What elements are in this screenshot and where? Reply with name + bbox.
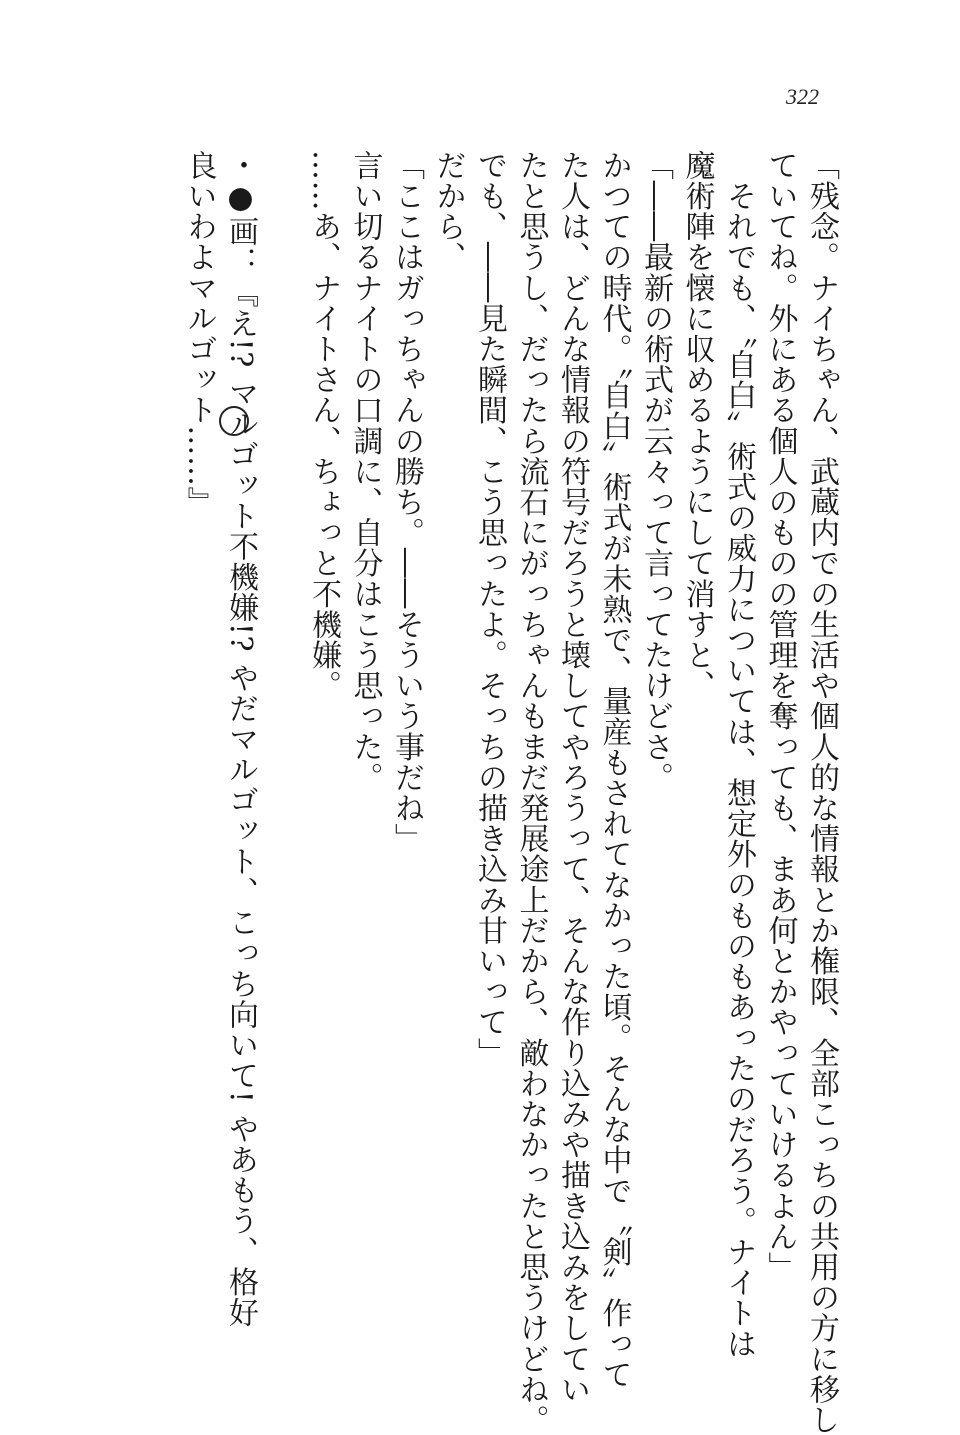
text-line: た人は、どんな情報の符号だろうと壊してやろうって、そんな作り込みや描き込みをしてい (555, 150, 590, 1405)
text-line: でも、――見た瞬間、こう思ったよ。そっちの描き込み甘いって」 (472, 150, 507, 1068)
text-line: だから、 (430, 150, 466, 273)
text-line: 良いわよマルゴット……』 (181, 150, 217, 518)
text-line: 「残念。ナイちゃん、武蔵内での生活や個人的な情報とか権限、全部こっちの共用の方に移し (804, 150, 839, 1435)
page-number: 322 (786, 84, 819, 109)
text-line: それでも、〝自白〟術式の威力については、想定外のものもあったのだろう。ナイトは (721, 150, 756, 1359)
text-line: 「――最新の術式が云々って言ってたけどさ。 (638, 150, 673, 793)
text-line: ・●画：『え!? マルゴット不機嫌!? やだマルゴット、こっち向いて! やあもう、格好 (223, 150, 258, 1328)
text-line: たと思うし、だったら流石にがっちゃんもまだ発展途上だから、敵わなかったと思うけどね。 (513, 150, 549, 1435)
text-line: 魔術陣を懐に収めるようにして消すと、 (679, 150, 715, 701)
blank-line (261, 150, 303, 1260)
body-text (178, 150, 842, 1435)
text-line: ていてね。外にある個人のものの管理を奪っても、まあ何とかやっていけるよん」 (762, 150, 798, 1283)
text-line: 言い切るナイトの口調に、自分はこう思った。 (347, 150, 383, 793)
scene-break-circle-icon (219, 406, 249, 436)
text-line: かつての時代。〝自白〟術式が未熟で、量産もされてなかった頃。そんな中で〝剣〟作って (596, 150, 632, 1390)
text-line: ……あ、ナイトさん、ちょっと不機嫌。 (306, 150, 341, 701)
text-line: 「ここはガっちゃんの勝ち。――そういう事だね」 (389, 150, 424, 854)
